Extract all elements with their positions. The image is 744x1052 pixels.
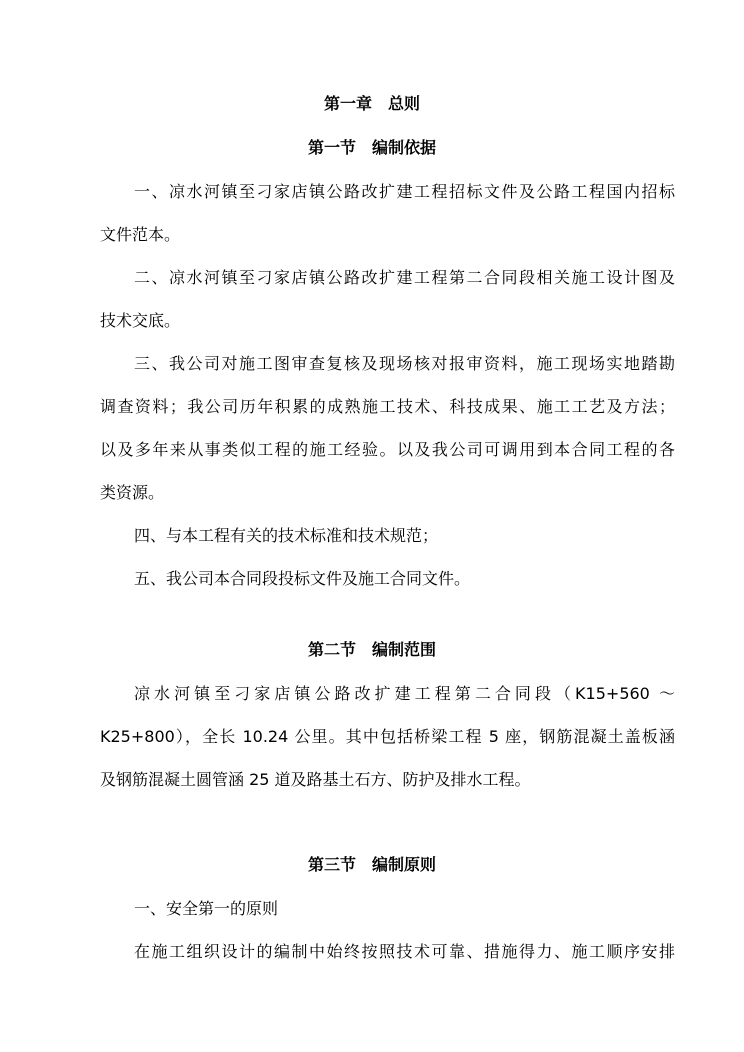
paragraph-line: 三、我公司对施工图审查复核及现场核对报审资料，施工现场实地踏勘	[134, 354, 675, 373]
section-title: 第一节 编制依据	[307, 138, 436, 157]
paragraph-line: 四、与本工程有关的技术标准和技术规范；	[134, 526, 439, 545]
paragraph-line: 在施工组织设计的编制中始终按照技术可靠、措施得力、施工顺序安排	[134, 942, 675, 961]
paragraph-line: 及钢筋混凝土圆管涵 25 道及路基土石方、防护及排水工程。	[100, 770, 531, 789]
paragraph-line: 五、我公司本合同段投标文件及施工合同文件。	[134, 569, 471, 588]
paragraph-line: 以及多年来从事类似工程的施工经验。以及我公司可调用到本合同工程的各	[100, 440, 675, 459]
paragraph-line: 调查资料；我公司历年积累的成熟施工技术、科技成果、施工工艺及方法；	[100, 397, 675, 416]
paragraph-line: 类资源。	[100, 483, 165, 502]
paragraph-line: K25+800），全长 10.24 公里。其中包括桥梁工程 5 座，钢筋混凝土盖板涵	[100, 727, 675, 746]
paragraph-line: 一、安全第一的原则	[134, 899, 279, 918]
paragraph-line: 技术交底。	[100, 311, 181, 330]
paragraph-line: 一、凉水河镇至刁家店镇公路改扩建工程招标文件及公路工程国内招标	[134, 182, 675, 201]
paragraph-line: 凉水河镇至刁家店镇公路改扩建工程第二合同段（K15+560 ～	[134, 684, 675, 703]
paragraph-line: 文件范本。	[100, 225, 181, 244]
section-title: 第三节 编制原则	[307, 855, 436, 874]
section-title: 第二节 编制范围	[307, 640, 436, 659]
chapter-title: 第一章 总则	[323, 94, 420, 113]
paragraph-line: 二、凉水河镇至刁家店镇公路改扩建工程第二合同段相关施工设计图及	[134, 268, 675, 287]
